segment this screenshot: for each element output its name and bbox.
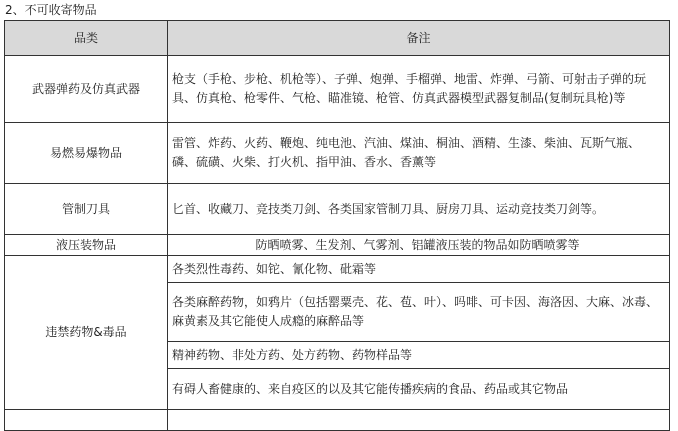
table-row — [5, 123, 670, 184]
section-heading: 2、不可收寄物品 — [5, 3, 97, 17]
note-cell: 雷管、炸药、火药、鞭炮、纯电池、汽油、煤油、桐油、酒精、生漆、柴油、瓦斯气瓶、磷、硫磺、火柴、打火机、指甲油、香水、香薰等 — [168, 123, 670, 184]
note-cell: 各类麻醉药物，如鸦片（包括罂粟壳、花、苞、叶）、吗啡、可卡因、海洛因、大麻、冰毒、麻黄素及其它能使人成瘾的麻醉品等 — [168, 283, 670, 342]
category-cell: 管制刀具 — [5, 184, 168, 235]
category-cell: 液压装物品 — [5, 235, 168, 256]
table-row — [5, 56, 670, 123]
table-row-partial — [5, 410, 670, 431]
header-note: 备注 — [168, 21, 670, 56]
table-header-row — [5, 21, 670, 56]
note-cell-empty — [168, 410, 670, 431]
category-cell: 武器弹药及仿真武器 — [5, 56, 168, 123]
note-cell: 防晒喷雾、生发剂、气雾剂、铝罐液压装的物品如防晒喷雾等 — [168, 235, 670, 256]
prohibited-items-table — [4, 20, 670, 431]
note-cell: 精神药物、非处方药、处方药物、药物样品等 — [168, 342, 670, 369]
note-cell: 各类烈性毒药、如铊、氰化物、砒霜等 — [168, 256, 670, 283]
note-cell: 有碍人畜健康的、来自疫区的以及其它能传播疾病的食品、药品或其它物品 — [168, 369, 670, 410]
table-row — [5, 184, 670, 235]
table-row — [5, 256, 670, 283]
category-cell: 违禁药物&毒品 — [5, 256, 168, 410]
table-row — [5, 235, 670, 256]
category-cell-empty — [5, 410, 168, 431]
note-cell: 匕首、收藏刀、竞技类刀剑、各类国家管制刀具、厨房刀具、运动竞技类刀剑等。 — [168, 184, 670, 235]
category-cell: 易燃易爆物品 — [5, 123, 168, 184]
header-category: 品类 — [5, 21, 168, 56]
note-cell: 枪支（手枪、步枪、机枪等）、子弹、炮弹、手榴弹、地雷、炸弹、弓箭、可射击子弹的玩具、仿真枪、枪零件、气枪、瞄准镜、枪管、仿真武器模型武器复制品(复制玩具枪)等 — [168, 56, 670, 123]
